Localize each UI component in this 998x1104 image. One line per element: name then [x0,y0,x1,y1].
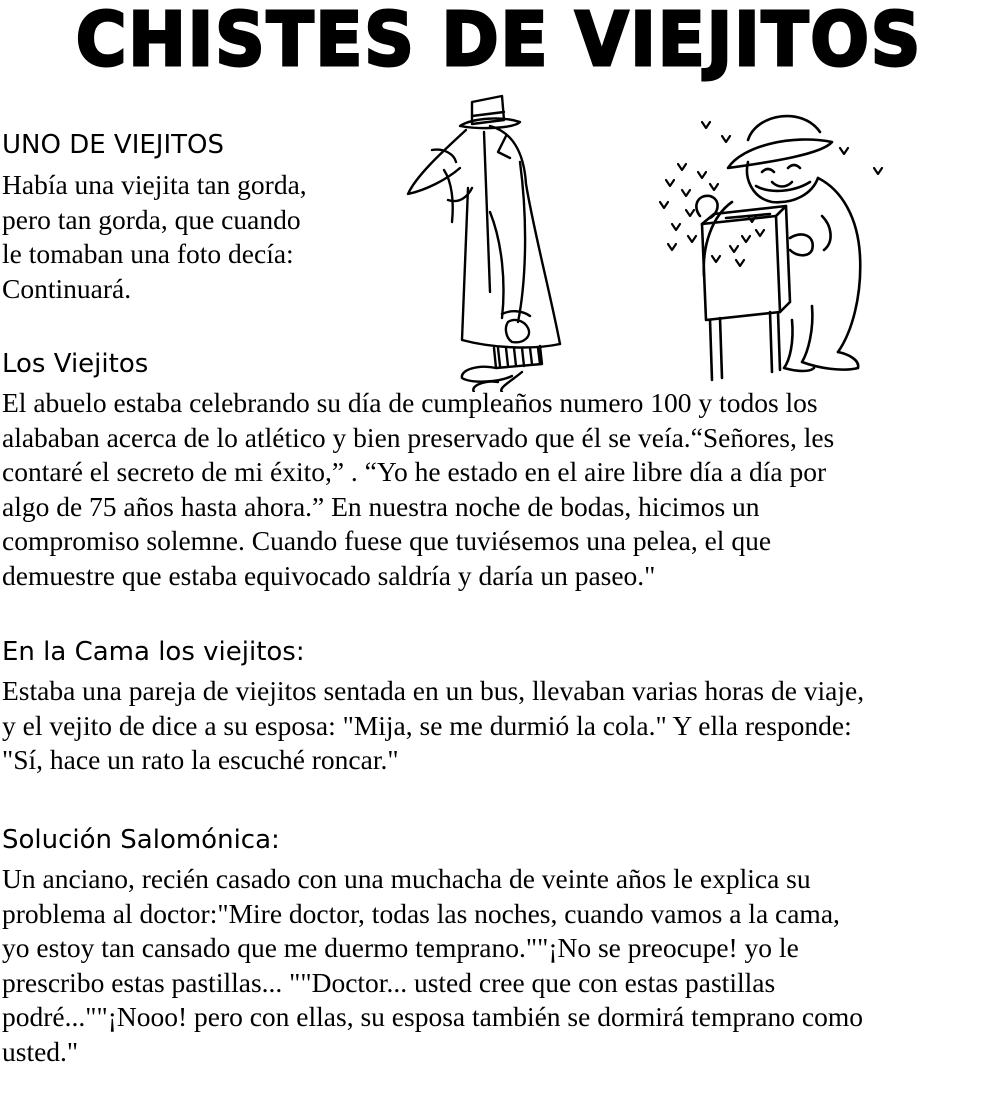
joke-line: algo de 75 años hasta ahora.” En nuestra noche de bodas, hicimos un [2,490,760,522]
joke-line: alababan acerca de lo atlético y bien preservado que él se veía.“Señores, les [2,421,835,453]
joke-body-uno-de-viejitos [2,168,307,306]
joke-heading-los-viejitos: Los Viejitos [2,349,149,379]
joke-heading-en-la-cama: En la Cama los viejitos: [2,637,305,667]
joke-line: Había una viejita tan gorda, [2,169,307,200]
joke-line: contaré el secreto de mi éxito,” . “Yo he estado en el aire libre día a día por [2,456,827,487]
joke-body-los-viejitos [2,386,834,593]
joke-line: le tomaban una foto decía: [2,238,294,269]
joke-line: podré...""¡Nooo! pero con ellas, su esposa también se dormirá temprano como [2,1001,863,1032]
joke-line: yo estoy tan cansado que me duermo temprano.""¡No se preocupe! yo le [2,932,799,963]
joke-line: Estaba una pareja de viejitos sentada en un bus, llevaban varias horas de viaje, [2,675,865,706]
joke-line: Continuará. [2,272,132,304]
joke-body-en-la-cama [2,674,864,778]
joke-heading-uno-de-viejitos: UNO DE VIEJITOS [2,130,224,160]
joke-heading-solucion-salomonica: Solución Salomónica: [2,825,280,855]
joke-line: Un anciano, recién casado con una muchacha de veinte años le explica su [2,863,811,894]
beekeeper-with-bees-illustration [652,106,892,386]
old-man-in-coat-and-hat-illustration [402,92,572,392]
joke-line: El abuelo estaba celebrando su día de cumpleaños numero 100 y todos los [2,387,818,418]
joke-line: "Sí, hace un rato la escuché roncar." [2,744,399,775]
joke-line: demuestre que estaba equivocado saldría y daría un paseo." [2,559,656,591]
joke-line: pero tan gorda, que cuando [2,203,301,235]
joke-line: usted." [2,1035,79,1067]
joke-line: y el vejito de dice a su esposa: "Mija, se me durmió la cola." Y ella responde: [2,709,852,741]
joke-line: compromiso solemne. Cuando fuese que tuviésemos una pelea, el que [2,525,772,556]
page-title: CHISTES DE VIEJITOS [75,0,923,83]
joke-line: prescribo estas pastillas... ""Doctor... usted cree que con estas pastillas [2,966,776,998]
joke-line: problema al doctor:"Mire doctor, todas las noches, cuando vamos a la cama, [2,897,840,929]
joke-body-solucion-salomonica [2,862,863,1069]
